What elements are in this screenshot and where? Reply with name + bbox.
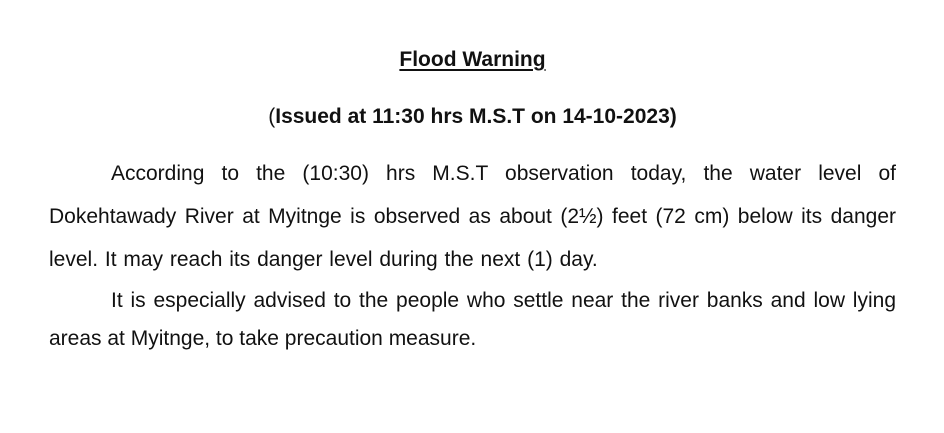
issued-line [49,103,896,131]
paragraph-advice: It is especially advised to the people who settle near the river banks and low lying areas at Myitnge, to take precaution measure. [49,289,896,350]
paragraph-observation: According to the (10:30) hrs M.S.T observation today, the water level of Dokehtawady River at Myitnge is observed as about (2½) feet (72 cm) below its danger level. It may reach its danger level during the next (1) day. [49,162,896,271]
title-text: Flood Warning [399,48,546,71]
issued-open-paren: ( [268,105,276,128]
issued-close-paren: ) [669,105,677,128]
issued-text: Issued at 11:30 hrs M.S.T on 14-10-2023 [275,105,670,128]
page-title [49,46,896,74]
